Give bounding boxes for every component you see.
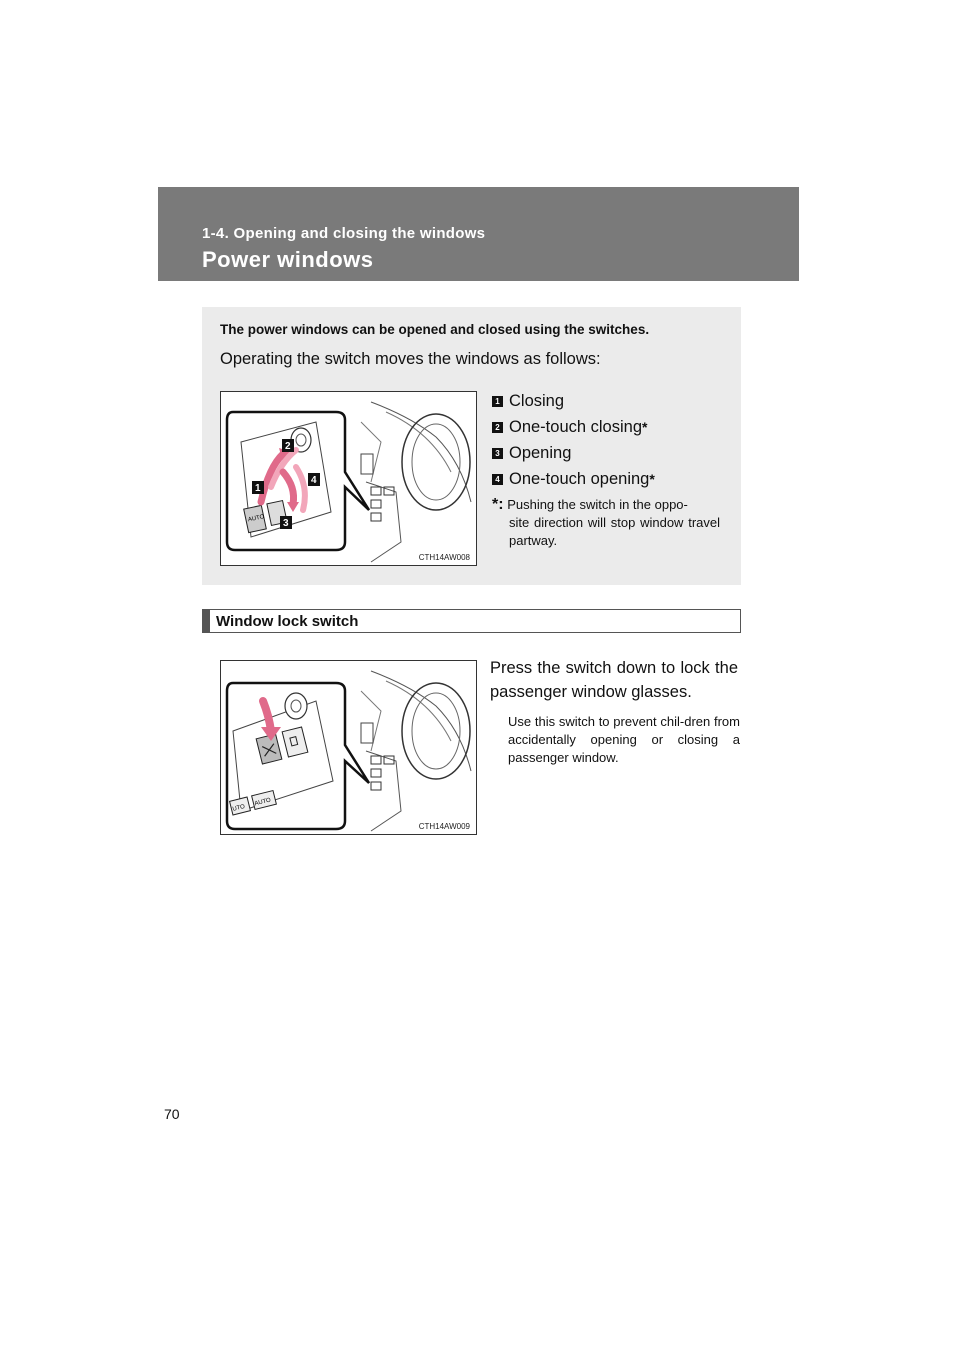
svg-text:AUTO: AUTO (247, 514, 265, 524)
figure-code: CTH14AW008 (418, 553, 470, 562)
asterisk: * (642, 419, 648, 435)
item-number: 1 (492, 396, 503, 407)
subsection-heading (202, 609, 741, 633)
item-label: Opening (509, 443, 572, 462)
callout-4: 4 (311, 475, 317, 486)
callout-1: 1 (255, 483, 261, 494)
list-item (492, 466, 732, 492)
asterisk: * (649, 471, 655, 487)
item-number: 3 (492, 448, 503, 459)
callout-2: 2 (285, 441, 291, 452)
section-title: 1-4. Opening and closing the windows (202, 225, 486, 242)
window-lock-switch-illustration (220, 660, 477, 835)
list-item (492, 440, 732, 466)
switch-label: UTO (231, 803, 246, 813)
footnote-first-line: Pushing the switch in the oppo- (507, 497, 688, 512)
page-number: 70 (164, 1106, 180, 1122)
page-title: Power windows (202, 247, 374, 272)
body-note: Use this switch to prevent chil-dren from accidentally opening or closing a passenger window. (508, 714, 740, 765)
operation-list (492, 388, 732, 492)
body-text: Press the switch down to lock the passenger window glasses. (490, 659, 738, 701)
intro-text: The power windows can be opened and closed using the switches. (220, 322, 650, 337)
list-item (492, 414, 732, 440)
window-lock-switch-drawing (221, 661, 478, 836)
switch-label: AUTO (254, 797, 272, 808)
lead-text: Operating the switch moves the windows as follows: (220, 350, 601, 368)
figure-code: CTH14AW009 (418, 822, 470, 831)
item-label: Closing (509, 391, 565, 410)
footnote-mark: *: (492, 496, 504, 513)
footnote-rest: site direction will stop window travel partway. (509, 515, 720, 548)
footnote (492, 496, 720, 550)
subsection-title: Window lock switch (216, 613, 359, 630)
chapter-header (158, 187, 799, 281)
callout-3: 3 (283, 518, 289, 529)
heading-bar (203, 610, 210, 632)
list-item (492, 388, 732, 414)
item-label: One-touch closing (509, 417, 642, 436)
power-window-switch-drawing (221, 392, 478, 567)
item-number: 2 (492, 422, 503, 433)
item-number: 4 (492, 474, 503, 485)
item-label: One-touch opening (509, 469, 650, 488)
power-window-switch-illustration (220, 391, 477, 566)
